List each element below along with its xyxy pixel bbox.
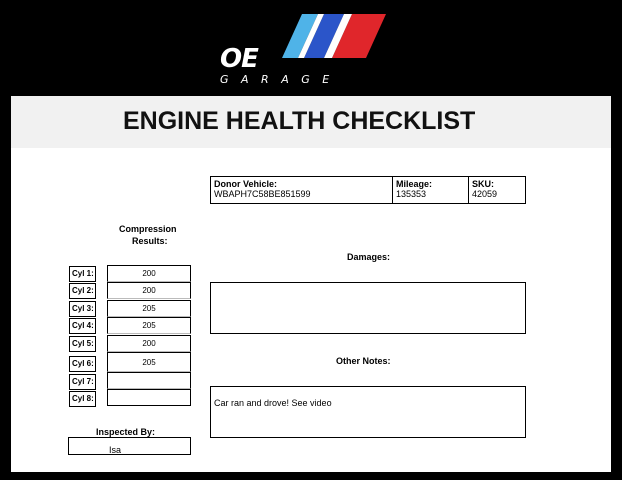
cyl-7-value[interactable] [107,372,191,389]
sku-label: SKU: [472,179,494,189]
page-title: ENGINE HEALTH CHECKLIST [123,107,476,135]
compression-heading-line1: Compression [119,224,177,234]
cyl-8-value[interactable] [107,389,191,406]
donor-vehicle-value: WBAPH7C58BE851599 [214,189,311,199]
compression-heading-line2: Results: [132,236,168,246]
cyl-4-value[interactable]: 205 [107,317,191,334]
cyl-6-label: Cyl 6: [69,356,96,372]
cyl-3-value[interactable]: 205 [107,300,191,317]
cyl-6-value[interactable]: 205 [107,352,191,372]
inspected-by-label: Inspected By: [96,427,156,437]
inspected-by-value: Isa [109,445,122,455]
cyl-7-label: Cyl 7: [69,374,96,390]
checklist-sheet [11,96,611,472]
title-band [11,96,611,148]
damages-field[interactable] [210,282,526,334]
mileage-cell[interactable] [392,176,469,204]
cyl-1-label: Cyl 1: [69,266,96,282]
cyl-3-label: Cyl 3: [69,301,96,317]
brand-logo-subtitle: GARAGE [220,73,342,86]
sku-value: 42059 [472,189,498,199]
cyl-4-label: Cyl 4: [69,318,96,334]
cyl-1-value[interactable]: 200 [107,265,191,282]
other-notes-value: Car ran and drove! See video [214,398,332,408]
cyl-8-label: Cyl 8: [69,391,96,407]
cyl-2-label: Cyl 2: [69,283,96,299]
inspected-by-field[interactable] [68,437,191,455]
donor-vehicle-label: Donor Vehicle: [214,179,278,189]
other-notes-label: Other Notes: [336,356,391,366]
donor-vehicle-cell[interactable] [210,176,393,204]
mileage-value: 135353 [396,189,427,199]
cyl-5-label: Cyl 5: [69,336,96,352]
cyl-5-value[interactable]: 200 [107,335,191,352]
sku-cell[interactable] [468,176,526,204]
damages-label: Damages: [347,252,391,262]
mileage-label: Mileage: [396,179,433,189]
brand-logo-text: OE [220,44,258,74]
cyl-2-value[interactable]: 200 [107,282,191,299]
other-notes-field[interactable] [210,386,526,438]
